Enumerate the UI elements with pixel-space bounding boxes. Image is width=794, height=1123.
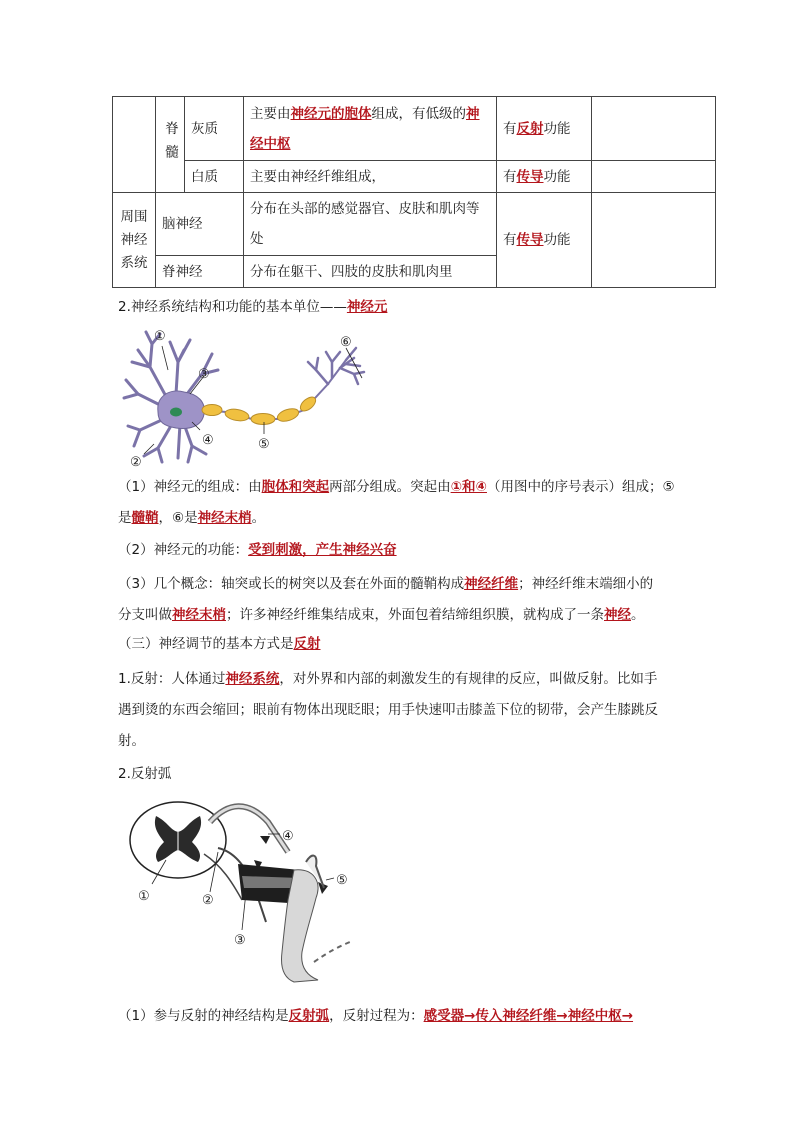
answer-highlight: ①和④ — [450, 479, 487, 495]
text: 1.反射：人体通过 — [118, 671, 226, 687]
table-cell-empty — [113, 97, 156, 193]
text: 两部分组成。突起由 — [329, 479, 451, 495]
answer-highlight: 传导 — [516, 168, 544, 185]
nucleus — [170, 408, 182, 417]
label-5: ⑤ — [258, 437, 270, 452]
gray-matter-label: 灰质 — [185, 97, 244, 161]
table-row — [113, 97, 716, 161]
text: （2）神经元的功能： — [118, 542, 249, 558]
spinal-nerve-label: 脊神经 — [156, 256, 244, 288]
spinal-nerve-desc: 分布在躯干、四肢的皮肤和肌肉里 — [244, 256, 497, 288]
white-matter-label: 白质 — [185, 161, 244, 193]
answer-highlight: 反射 — [293, 636, 321, 652]
text: 功能 — [543, 232, 571, 248]
answer-highlight: 反射弧 — [288, 1008, 330, 1024]
label-3: ③ — [234, 933, 246, 948]
section-heading — [118, 296, 387, 318]
label-1: ① — [138, 889, 150, 904]
paragraph-neuron-composition — [118, 472, 688, 534]
gray-matter-function — [497, 97, 592, 161]
kick-motion — [314, 942, 350, 962]
text: 有 — [503, 168, 517, 185]
text: ；许多神经纤维集结成束，外面包着结缔组织膜，就构成了一条 — [226, 607, 604, 623]
answer-highlight: 神经元 — [346, 299, 388, 315]
answer-highlight: 神经元的胞体 — [290, 105, 372, 122]
paragraph-reflex-arc-heading — [118, 763, 171, 785]
text: 功能 — [543, 168, 571, 185]
text: ，⑥是 — [158, 510, 198, 526]
text: 射。 — [118, 733, 145, 749]
spinal-cord-label: 脊髓 — [156, 97, 185, 193]
pns-label — [113, 193, 156, 288]
text: 组成，有低级的 — [371, 105, 466, 122]
pns-function — [497, 193, 592, 288]
paragraph-reflex — [118, 664, 688, 757]
text: 功能 — [543, 120, 571, 137]
text: 2.神经系统结构和功能的基本单位—— — [118, 299, 347, 315]
answer-highlight: 经中枢 — [250, 135, 291, 152]
table-row — [113, 193, 716, 256]
text: 系统 — [120, 254, 148, 271]
answer-highlight: 感受器→传入神经纤维→神经中枢→ — [423, 1008, 634, 1024]
text: 。 — [251, 510, 266, 526]
answer-highlight: 反射 — [516, 120, 544, 137]
paragraph-neuron-function — [118, 539, 397, 561]
text: （3）几个概念：轴突或长的树突以及套在外面的髓鞘构成 — [118, 576, 465, 592]
white-matter-function — [497, 161, 592, 193]
text: 周围 — [120, 208, 148, 225]
text: （1）参与反射的神经结构是 — [118, 1008, 289, 1024]
label-4: ④ — [202, 433, 214, 448]
label-2: ② — [202, 893, 214, 908]
text: 是 — [118, 510, 132, 526]
table-row — [113, 161, 716, 193]
cranial-nerve-desc — [244, 193, 497, 256]
label-6: ⑥ — [340, 335, 352, 350]
table-cell-empty — [592, 193, 716, 288]
answer-highlight: 神经末梢 — [172, 607, 226, 623]
reflex-arc-diagram — [118, 792, 358, 992]
text: 。 — [631, 607, 645, 623]
text: 处 — [250, 231, 264, 247]
answer-highlight: 胞体和突起 — [261, 479, 330, 495]
text: ，反射过程为： — [329, 1008, 424, 1024]
nervous-system-table — [112, 96, 716, 288]
text: 遇到烫的东西会缩回；眼前有物体出现眨眼；用手快速叩击膝盖下位的韧带，会产生膝跳反 — [118, 702, 658, 718]
answer-highlight: 神 — [466, 105, 480, 122]
answer-highlight: 神经纤维 — [464, 576, 519, 592]
text: （1）神经元的组成：由 — [118, 479, 262, 495]
text: 有 — [503, 232, 517, 248]
text: 神经 — [120, 231, 148, 248]
answer-highlight: 神经末梢 — [197, 510, 252, 526]
text: ，对外界和内部的刺激发生的有规律的反应，叫做反射。比如手 — [279, 671, 658, 687]
text: （三）神经调节的基本方式是 — [118, 636, 294, 652]
label-2: ② — [130, 455, 142, 470]
axon-line — [204, 360, 346, 419]
paragraph-concepts — [118, 569, 688, 631]
cranial-nerve-label: 脑神经 — [156, 193, 244, 256]
text: 2.反射弧 — [118, 766, 172, 782]
white-matter-desc: 主要由神经纤维组成， — [244, 161, 497, 193]
neuron-diagram — [118, 322, 368, 472]
text: （用图中的序号表示）组成；⑤ — [486, 479, 675, 495]
answer-highlight: 受到刺激，产生神经兴奋 — [248, 542, 397, 558]
text: 有 — [503, 120, 517, 137]
myelin-sheath — [202, 394, 318, 424]
gray-matter-desc — [244, 97, 497, 161]
text: ；神经纤维末端细小的 — [518, 576, 654, 592]
paragraph-reflex-process — [118, 1005, 633, 1027]
answer-highlight: 髓鞘 — [131, 510, 159, 526]
answer-highlight: 神经系统 — [225, 671, 280, 687]
answer-highlight: 传导 — [516, 232, 544, 248]
table-cell-empty — [592, 97, 716, 161]
label-5: ⑤ — [336, 873, 348, 888]
answer-highlight: 神经 — [604, 607, 631, 623]
text: 分布在头部的感觉器官、皮肤和肌肉等 — [250, 201, 480, 217]
label-3: ③ — [198, 367, 210, 382]
text: 分支叫做 — [118, 607, 172, 623]
paragraph-basic-mode — [118, 633, 321, 655]
label-1: ① — [154, 329, 166, 344]
text: 主要由 — [250, 105, 291, 122]
table-cell-empty — [592, 161, 716, 193]
label-4: ④ — [282, 829, 294, 844]
